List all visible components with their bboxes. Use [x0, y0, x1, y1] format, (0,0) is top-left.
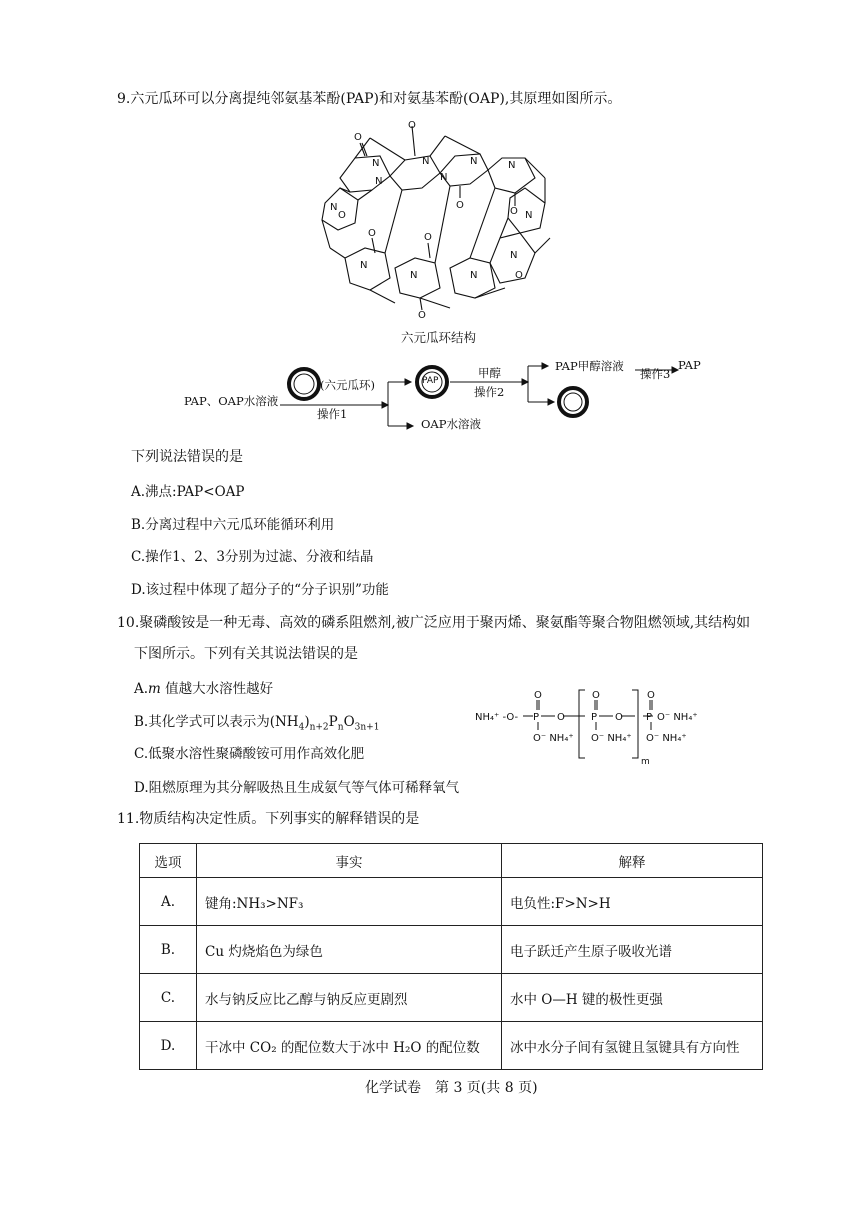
- row-reason: 电负性:F>N>H: [502, 878, 763, 926]
- svg-text:P: P: [591, 712, 598, 723]
- q10-option-c: C.低聚水溶性聚磷酸铵可用作高效化肥: [134, 746, 365, 762]
- svg-text:N: N: [510, 250, 518, 261]
- q10-option-a: A.m 值越大水溶性越好: [134, 681, 274, 697]
- q9-option-a: A.沸点:PAP<OAP: [131, 484, 245, 500]
- svg-text:N: N: [422, 156, 430, 167]
- svg-text:O⁻ NH₄⁺: O⁻ NH₄⁺: [591, 733, 632, 744]
- row-fact: 水与钠反应比乙醇与钠反应更剧烈: [197, 974, 502, 1022]
- svg-text:NH₄⁺ -O-: NH₄⁺ -O-: [475, 712, 519, 723]
- row-reason: 电子跃迁产生原子吸收光谱: [502, 926, 763, 974]
- q11-stem: 11.物质结构决定性质。下列事实的解释错误的是: [117, 811, 420, 827]
- svg-text:N: N: [372, 158, 380, 169]
- flow-pap-out: PAP: [678, 358, 701, 372]
- svg-text:O: O: [515, 270, 523, 281]
- header-reason: 解释: [502, 844, 763, 878]
- row-reason: 冰中水分子间有氢键且氢键具有方向性: [502, 1022, 763, 1070]
- q10-stem-line1: 10.聚磷酸铵是一种无毒、高效的磷系阻燃剂,被广泛应用于聚丙烯、聚氨酯等聚合物阻燃领域,其结构如: [117, 615, 751, 631]
- svg-text:O: O: [424, 232, 432, 243]
- flow-start-label: PAP、OAP水溶液: [184, 394, 279, 408]
- row-fact: 干冰中 CO₂ 的配位数大于冰中 H₂O 的配位数: [197, 1022, 502, 1070]
- row-option: A.: [140, 878, 197, 926]
- page-footer: 化学试卷 第 3 页(共 8 页): [365, 1080, 538, 1096]
- row-option: C.: [140, 974, 197, 1022]
- q9-option-d: D.该过程中体现了超分子的“分子识别”功能: [131, 582, 389, 598]
- table-header-row: [140, 844, 763, 878]
- structure-caption: 六元瓜环结构: [401, 330, 477, 345]
- flow-ring-label: (六元瓜环): [320, 378, 375, 392]
- svg-text:N: N: [410, 270, 418, 281]
- table-row: [140, 878, 763, 926]
- flow-pap-bubble: PAP: [422, 376, 439, 386]
- svg-text:P: P: [533, 712, 540, 723]
- flow-methanol: 甲醇: [478, 366, 501, 380]
- svg-text:O: O: [368, 228, 376, 239]
- svg-text:N: N: [440, 172, 448, 183]
- row-fact: 键角:NH₃>NF₃: [197, 878, 502, 926]
- q10-option-d: D.阻燃原理为其分解吸热且生成氨气等气体可稀释氧气: [134, 780, 460, 796]
- svg-text:N: N: [470, 270, 478, 281]
- flow-op2: 操作2: [474, 385, 505, 399]
- svg-text:O⁻ NH₄⁺: O⁻ NH₄⁺: [646, 733, 687, 744]
- cucurbituril-structure-figure: [310, 118, 570, 318]
- table-row: [140, 974, 763, 1022]
- flow-oap-out: OAP水溶液: [421, 417, 481, 431]
- header-option: 选项: [140, 844, 197, 878]
- svg-text:N: N: [375, 176, 383, 187]
- svg-text:O: O: [592, 690, 600, 701]
- q9-option-c: C.操作1、2、3分别为过滤、分液和结晶: [131, 549, 374, 565]
- p1-o-top: O: [534, 690, 542, 701]
- svg-text:O: O: [615, 712, 623, 723]
- svg-text:O: O: [510, 206, 518, 217]
- q9-option-b: B.分离过程中六元瓜环能循环利用: [131, 517, 335, 533]
- ammonium-polyphosphate-structure: [475, 688, 725, 768]
- row-option: B.: [140, 926, 197, 974]
- table-row: [140, 926, 763, 974]
- svg-text:P: P: [646, 712, 653, 723]
- svg-text:O: O: [354, 132, 362, 143]
- header-fact: 事实: [197, 844, 502, 878]
- q10-stem-line2: 下图所示。下列有关其说法错误的是: [134, 646, 358, 662]
- svg-text:O: O: [456, 200, 464, 211]
- row-fact: Cu 灼烧焰色为绿色: [197, 926, 502, 974]
- q9-prompt: 下列说法错误的是: [131, 449, 243, 465]
- q11-table: [139, 843, 763, 1070]
- row-option: D.: [140, 1022, 197, 1070]
- flow-op3: 操作3: [640, 367, 671, 381]
- svg-text:O: O: [557, 712, 565, 723]
- q10-option-b: B.其化学式可以表示为$(NH_4)_{n+2}P_nO_{3n+1}$: [134, 714, 380, 733]
- svg-text:N: N: [470, 156, 478, 167]
- row-reason: 水中 O—H 键的极性更强: [502, 974, 763, 1022]
- svg-text:N: N: [330, 202, 338, 213]
- svg-text:O⁻ NH₄⁺: O⁻ NH₄⁺: [533, 733, 574, 744]
- svg-text:O: O: [338, 210, 346, 221]
- svg-text:O: O: [647, 690, 655, 701]
- table-row: [140, 1022, 763, 1070]
- svg-text:N: N: [360, 260, 368, 271]
- svg-text:N: N: [525, 210, 533, 221]
- svg-text:O: O: [408, 120, 416, 131]
- svg-text:m: m: [641, 757, 650, 767]
- svg-text:O: O: [418, 310, 426, 318]
- svg-text:O⁻ NH₄⁺: O⁻ NH₄⁺: [657, 712, 698, 723]
- q9-stem: 9.六元瓜环可以分离提纯邻氨基苯酚(PAP)和对氨基苯酚(OAP),其原理如图所示。: [117, 91, 622, 107]
- svg-text:N: N: [508, 160, 516, 171]
- flow-op1: 操作1: [317, 407, 348, 421]
- flow-pap-methanol: PAP甲醇溶液: [555, 359, 624, 373]
